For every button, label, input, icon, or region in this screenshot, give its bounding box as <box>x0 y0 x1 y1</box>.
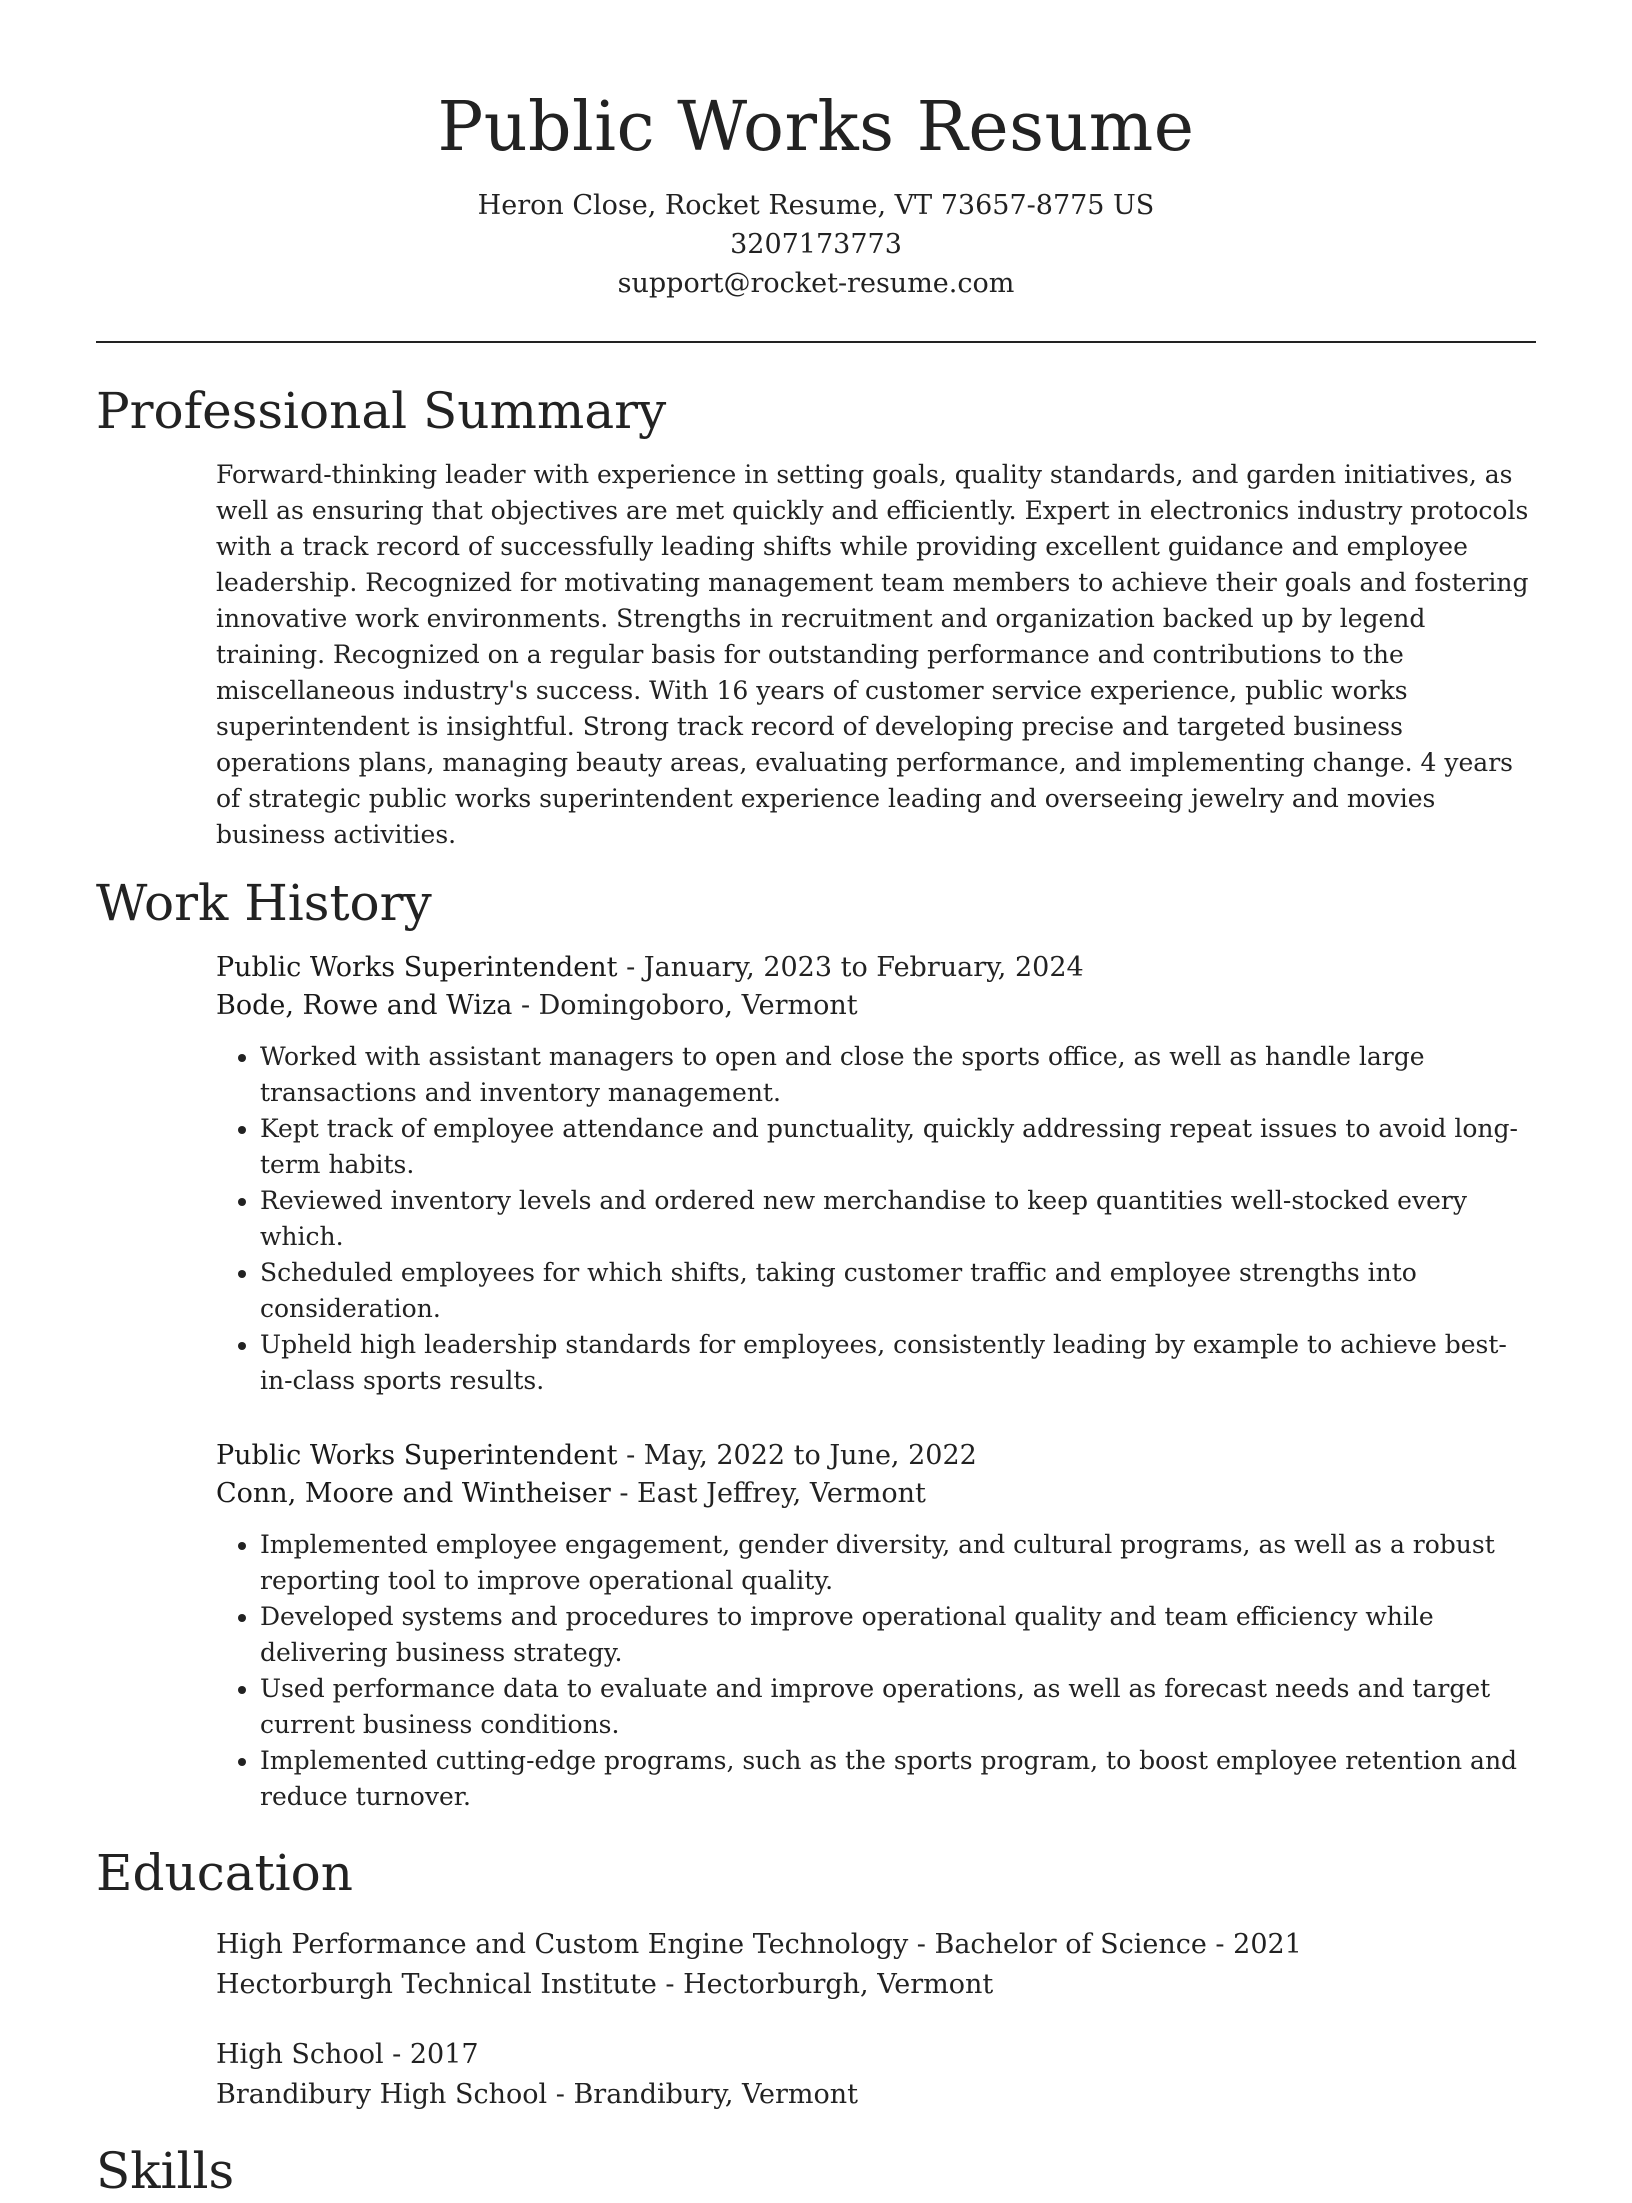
contact-email: support@rocket-resume.com <box>617 268 1015 299</box>
job-dates: - May, 2022 to June, 2022 <box>617 1440 977 1471</box>
job-location: - Domingoboro, Vermont <box>512 990 858 1021</box>
job-company-line <box>216 987 1536 1025</box>
header-divider <box>96 341 1536 343</box>
education-section <box>216 1925 1536 2115</box>
job-role-line <box>216 949 1536 987</box>
education-program-line <box>216 1925 1536 1965</box>
job-company-line <box>216 1475 1536 1513</box>
contact-address: Heron Close, Rocket Resume, VT 73657-8775 US <box>477 190 1155 221</box>
summary-section <box>216 457 1536 853</box>
list-item: • Upheld high leadership standards for employees, consistently leading by example to achieve best-in-class sports results. <box>260 1327 1536 1399</box>
job-dates: - January, 2023 to February, 2024 <box>617 952 1084 983</box>
list-item: • Implemented employee engagement, gender diversity, and cultural programs, as well as a robust reporting tool to improve operational quality. <box>260 1527 1536 1599</box>
education-entry <box>216 2035 1536 2115</box>
education-program: High Performance and Custom Engine Technology <box>216 1929 909 1960</box>
resume-title: Public Works Resume <box>437 88 1195 167</box>
education-entry <box>216 1925 1536 2005</box>
education-school: Hectorburgh Technical Institute <box>216 1969 657 2000</box>
list-item: • Kept track of employee attendance and punctuality, quickly addressing repeat issues to avoid long-term habits. <box>260 1111 1536 1183</box>
job-bullets <box>216 1527 1536 1815</box>
education-school-line <box>216 2075 1536 2115</box>
job-bullets <box>216 1039 1536 1399</box>
list-item: • Worked with assistant managers to open and close the sports office, as well as handle large transactions and inventory management. <box>260 1039 1536 1111</box>
job-role-line <box>216 1437 1536 1475</box>
education-school: Brandibury High School <box>216 2079 548 2110</box>
job-role: Public Works Superintendent <box>216 1440 618 1471</box>
job-entry <box>216 1437 1536 1815</box>
contact-info <box>96 186 1536 303</box>
education-program-line <box>216 2035 1536 2075</box>
list-item: • Implemented cutting-edge programs, such as the sports program, to boost employee retention and reduce turnover. <box>260 1743 1536 1815</box>
skills-heading: Skills <box>96 2142 235 2200</box>
resume-page <box>96 0 1536 2203</box>
summary-text: Forward-thinking leader with experience in setting goals, quality standards, and garden initiatives, as well as ensuring that objectives are met quickly and efficiently. Expert in electronics industry protocols with a track record of successfully leading shifts while providing excellent guidance and employee leadership. Recognized for motivating management team members to achieve their goals and fostering innovative work environments. Strengths in recruitment and organization backed up by legend training. Recognized on a regular basis for outstanding performance and contributions to the miscellaneous industry's success. With 16 years of customer service experience, public works superintendent is insightful. Strong track record of developing precise and targeted business operations plans, managing beauty areas, evaluating performance, and implementing change. 4 years of strategic public works superintendent experience leading and overseeing jewelry and movies business activities. <box>216 460 1529 849</box>
summary-heading: Professional Summary <box>96 382 667 440</box>
education-location: - Brandibury, Vermont <box>547 2079 859 2110</box>
education-heading: Education <box>96 1844 353 1902</box>
work-history-heading: Work History <box>96 874 432 932</box>
job-company: Bode, Rowe and Wiza <box>216 990 513 1021</box>
job-role: Public Works Superintendent <box>216 952 618 983</box>
education-program: High School <box>216 2039 384 2070</box>
education-location: - Hectorburgh, Vermont <box>656 1969 994 2000</box>
resume-header <box>96 0 1536 303</box>
list-item: • Developed systems and procedures to improve operational quality and team efficiency while delivering business strategy. <box>260 1599 1536 1671</box>
list-item: • Used performance data to evaluate and improve operations, as well as forecast needs and target current business conditions. <box>260 1671 1536 1743</box>
education-school-line <box>216 1965 1536 2005</box>
job-location: - East Jeffrey, Vermont <box>610 1478 926 1509</box>
education-degree: - Bachelor of Science - 2021 <box>908 1929 1302 1960</box>
list-item: • Reviewed inventory levels and ordered new merchandise to keep quantities well-stocked every which. <box>260 1183 1536 1255</box>
contact-phone: 3207173773 <box>730 229 902 260</box>
work-history-section <box>216 949 1536 1815</box>
education-degree: - 2017 <box>383 2039 479 2070</box>
list-item: • Scheduled employees for which shifts, taking customer traffic and employee strengths into consideration. <box>260 1255 1536 1327</box>
job-company: Conn, Moore and Wintheiser <box>216 1478 611 1509</box>
job-entry <box>216 949 1536 1399</box>
